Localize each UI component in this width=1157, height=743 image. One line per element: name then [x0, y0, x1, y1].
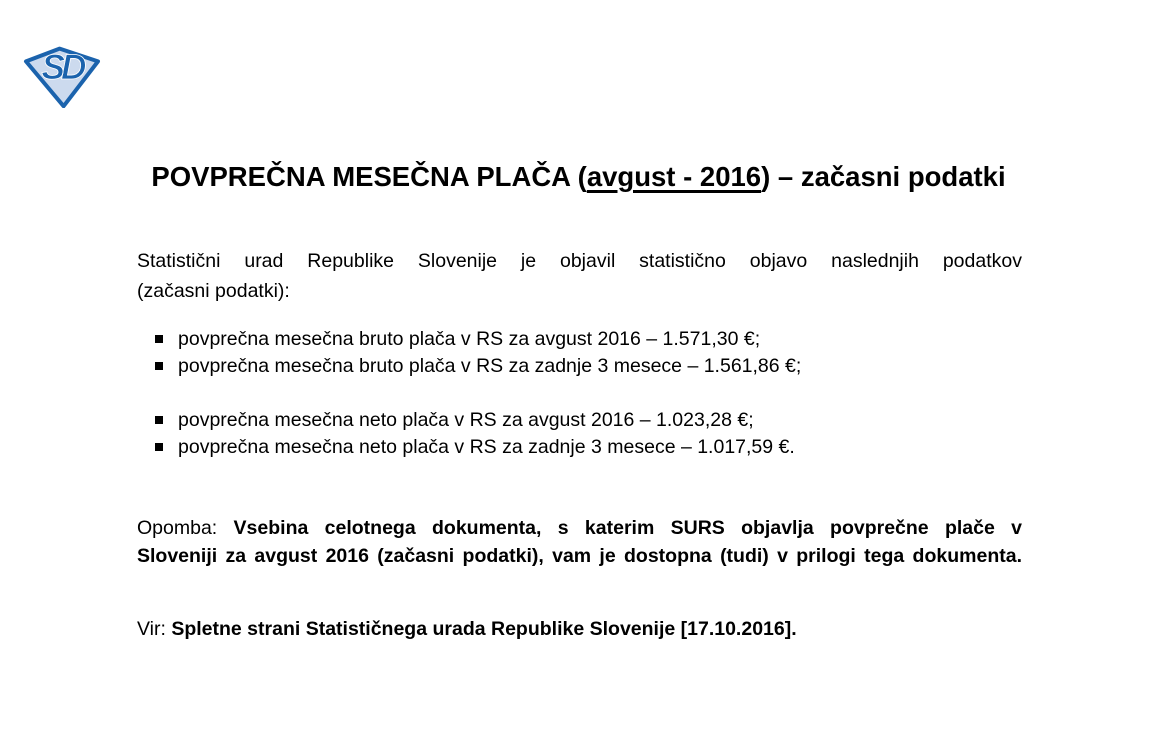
intro-line-2: (začasni podatki):	[137, 280, 290, 302]
source-text: Spletne strani Statističnega urada Republike Slovenije [17.10.2016].	[171, 618, 797, 640]
bullet-square-icon	[155, 335, 163, 343]
note-text: Vsebina celotnega dokumenta, s katerim SURS objavlja povprečne plače v	[233, 517, 1023, 539]
title-underlined-text: avgust - 2016	[586, 161, 762, 192]
note-line-1	[137, 514, 1022, 542]
title-text-pre: POVPREČNA MESEČNA PLAČA (	[151, 161, 587, 192]
note-label: Opomba:	[137, 517, 218, 539]
source-label: Vir:	[137, 618, 166, 640]
page-title	[0, 160, 1157, 194]
intro-paragraph	[137, 246, 1022, 306]
sd-logo	[22, 42, 102, 108]
bullet-square-icon	[155, 416, 163, 424]
list-item	[137, 353, 1022, 380]
note-line-2: Sloveniji za avgust 2016 (začasni podatki), vam je dostopna (tudi) v prilogi tega dokumenta.	[137, 545, 1022, 567]
title-text-post: ) – začasni podatki	[761, 161, 1006, 192]
sd-logo-icon	[22, 42, 102, 108]
source-line	[137, 616, 1022, 642]
bullet-text: povprečna mesečna neto plača v RS za zadnje 3 mesece – 1.017,59 €.	[178, 436, 795, 458]
bullet-group-bruto	[137, 326, 1022, 380]
bullet-text: povprečna mesečna bruto plača v RS za avgust 2016 – 1.571,30 €;	[178, 328, 761, 350]
bullet-text: povprečna mesečna neto plača v RS za avgust 2016 – 1.023,28 €;	[178, 409, 754, 431]
bullet-text: povprečna mesečna bruto plača v RS za zadnje 3 mesece – 1.561,86 €;	[178, 355, 802, 377]
list-item	[137, 407, 1022, 434]
bullet-square-icon	[155, 362, 163, 370]
bullet-group-neto	[137, 407, 1022, 461]
list-item	[137, 326, 1022, 353]
note-paragraph	[137, 514, 1022, 570]
bullet-square-icon	[155, 443, 163, 451]
intro-line-1: Statistični urad Republike Slovenije je objavil statistično objavo naslednjih podatkov	[137, 250, 1022, 272]
list-item	[137, 434, 1022, 461]
sd-logo-letters: SD	[41, 48, 83, 87]
